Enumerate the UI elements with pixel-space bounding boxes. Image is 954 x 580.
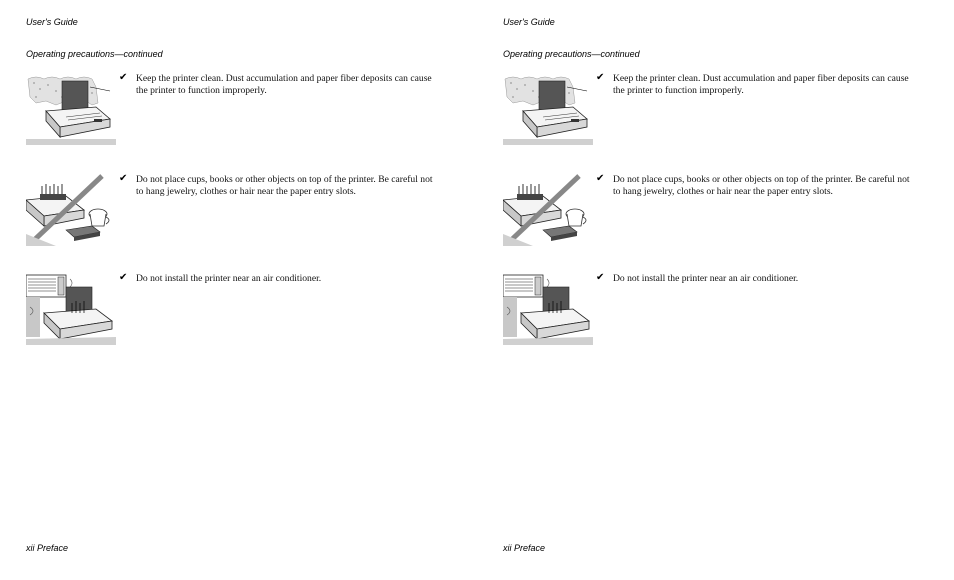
checkmark-icon: ✔ [119,173,128,184]
dusty-printer-illustration [26,73,116,145]
precaution-item-objects [503,174,933,246]
air-conditioner-printer-illustration [26,273,116,345]
cluttered-printer-illustration [503,174,593,246]
page-footer: xii Preface [503,543,546,553]
precaution-text: Do not place cups, books or other objects on top of the printer. Be careful not to hang jewelry, clothes or hair near the paper entry slots. [136,174,433,197]
checkmark-icon: ✔ [596,173,605,184]
precaution-item-objects [26,174,456,246]
dusty-printer-illustration [503,73,593,145]
checkmark-icon: ✔ [119,72,128,83]
precaution-text: Keep the printer clean. Dust accumulation and paper fiber deposits can cause the printer to function improperly. [613,73,909,96]
page-header: User's Guide [26,17,78,27]
precaution-text: Do not install the printer near an air conditioner. [613,273,799,284]
air-conditioner-printer-illustration [503,273,593,345]
section-title: Operating precautions—continued [503,49,640,59]
cluttered-printer-illustration [26,174,116,246]
page-footer: xii Preface [26,543,69,553]
page-header: User's Guide [503,17,555,27]
precaution-text: Do not install the printer near an air conditioner. [136,273,322,284]
precaution-text: Keep the printer clean. Dust accumulation and paper fiber deposits can cause the printer to function improperly. [136,73,432,96]
checkmark-icon: ✔ [596,272,605,283]
page-right [477,0,954,580]
section-title: Operating precautions—continued [26,49,163,59]
precaution-item-air-conditioner [503,273,933,345]
precaution-text: Do not place cups, books or other objects on top of the printer. Be careful not to hang jewelry, clothes or hair near the paper entry slots. [613,174,910,197]
precaution-item-clean [26,73,456,145]
checkmark-icon: ✔ [119,272,128,283]
checkmark-icon: ✔ [596,72,605,83]
precaution-item-air-conditioner [26,273,456,345]
precaution-item-clean [503,73,933,145]
